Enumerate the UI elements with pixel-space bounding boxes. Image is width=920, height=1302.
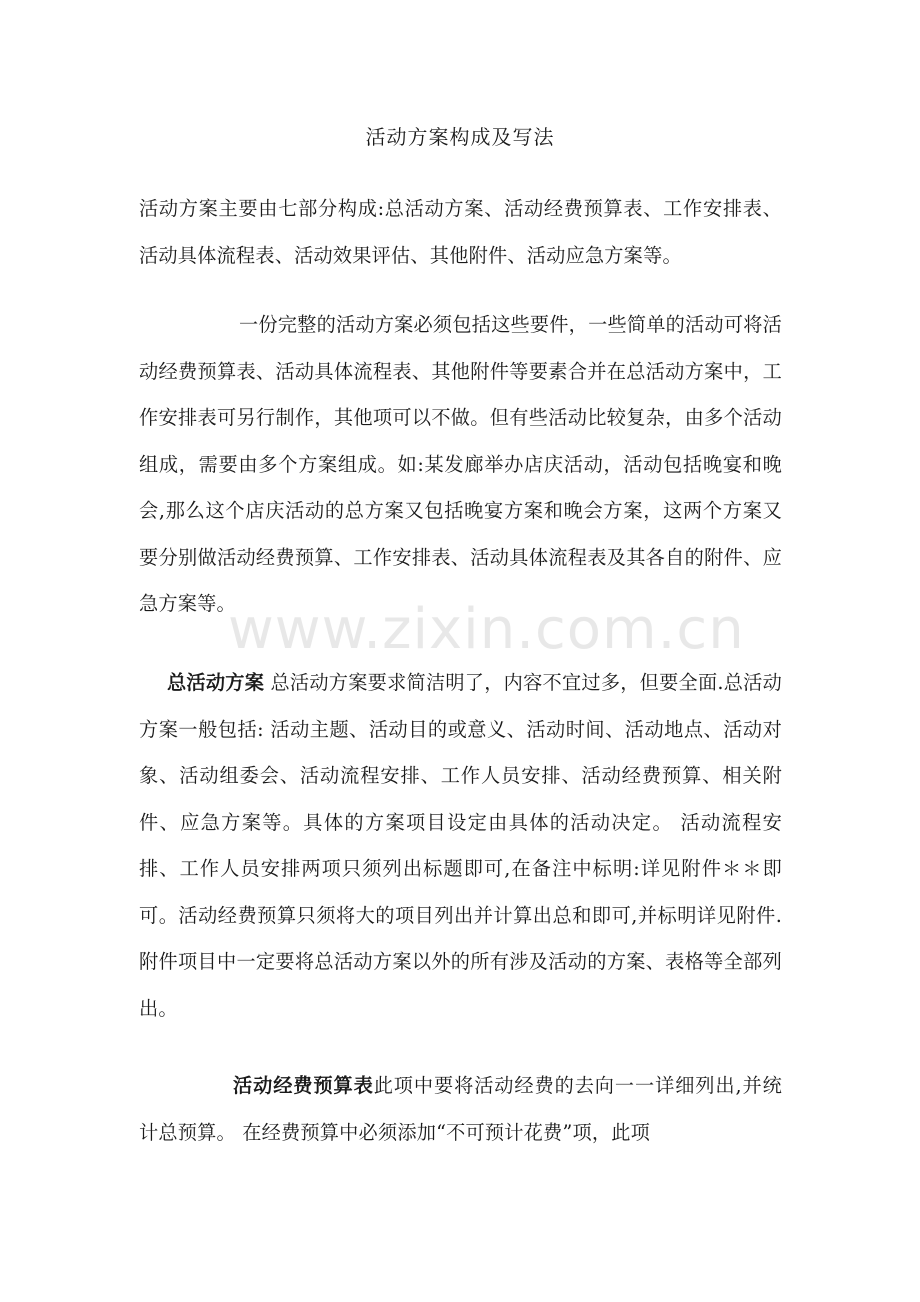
budget-paragraph	[139, 1063, 782, 1156]
overall-plan-text: 总活动方案要求简洁明了，内容不宜过多，但要全面.总活动方案一般包括: 活动主题、活动目的或意义、活动时间、活动地点、活动对象、活动组委会、活动流程安排、工作人员安排、活动经费预算、相关附件、应急方案等。具体的方案项目设定由具体的活动决定。 活动流程安排、工作人员安排两项只须列出标题即可,在备注中标明:详见附件＊＊即可。活动经费预算只须将大的项目列出并计算出总和即可,并标明详见附件.附件项目中一定要将总活动方案以外的所有涉及活动的方案、表格等全部列出。	[139, 671, 782, 1020]
requirements-paragraph: 一份完整的活动方案必须包括这些要件，一些简单的活动可将活动经费预算表、活动具体流程表、其他附件等要素合并在总活动方案中，工作安排表可另行制作，其他项可以不做。但有些活动比较复杂，由多个活动组成，需要由多个方案组成。如:某发廊举办店庆活动，活动包括晚宴和晚会,那么这个店庆活动的总方案又包括晚宴方案和晚会方案，这两个方案又要分别做活动经费预算、工作安排表、活动具体流程表及其各自的附件、应急方案等。	[139, 313, 782, 615]
intro-paragraph: 活动方案主要由七部分构成:总活动方案、活动经费预算表、工作安排表、活动具体流程表、活动效果评估、其他附件、活动应急方案等。	[139, 197, 782, 267]
document-title: 活动方案构成及写法	[365, 125, 555, 149]
overall-plan-heading: 总活动方案	[167, 671, 265, 694]
overall-plan-paragraph	[139, 660, 782, 1032]
watermark: www.zixin.com.cn	[228, 597, 745, 662]
budget-text: 此项中要将活动经费的去向一一详细列出,并统计总预算。 在经费预算中必须添加“不可预计花费”项，此项	[139, 1074, 782, 1144]
budget-heading: 活动经费预算表	[233, 1074, 374, 1097]
